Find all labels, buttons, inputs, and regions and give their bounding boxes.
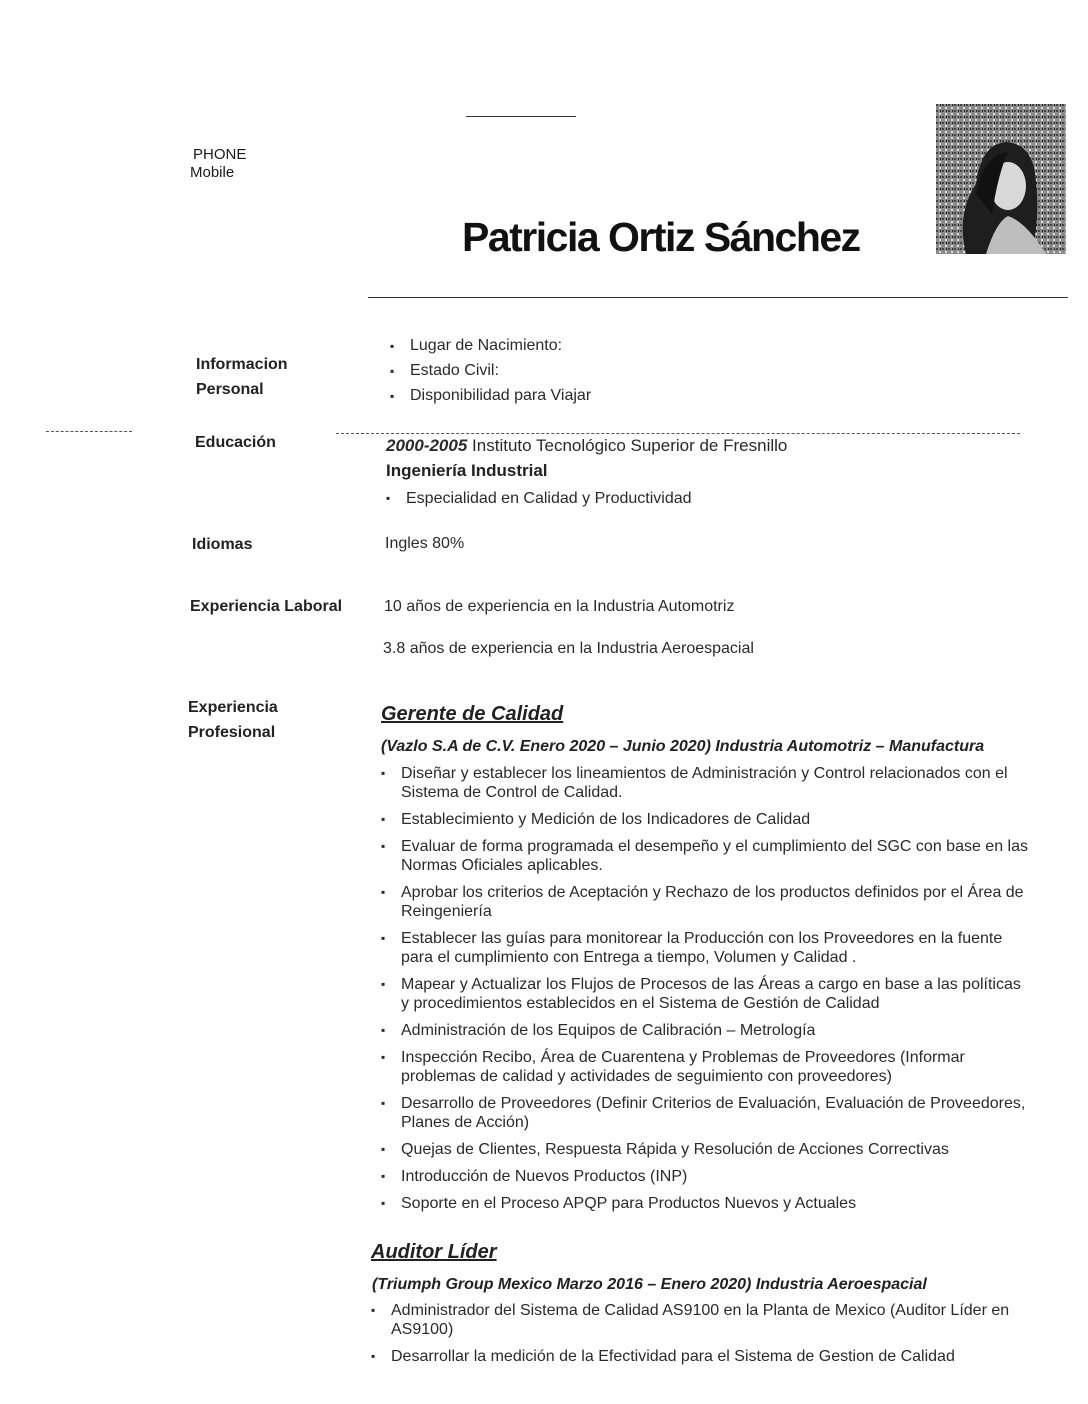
list-item: ▪ Establecer las guías para monitorear la Producción con los Proveedores en la fuente para el cumplimiento con Entrega a tiempo, Volumen y Calidad . bbox=[377, 929, 1032, 967]
list-item: ▪ Diseñar y establecer los lineamientos de Administración y Control relacionados con el Sistema de Control de Calidad. bbox=[377, 764, 1032, 802]
education-years: 2000-2005 bbox=[386, 436, 468, 455]
job-responsibilities bbox=[377, 764, 1032, 1221]
list-item: ▪ Lugar de Nacimiento: bbox=[386, 337, 886, 355]
list-item: ▪ Desarrollar la medición de la Efectividad para el Sistema de Gestion de Calidad bbox=[367, 1347, 1027, 1366]
work-summary-line1: 10 años de experiencia en la Industria Automotriz bbox=[384, 598, 735, 615]
education-label: Educación bbox=[195, 434, 276, 451]
work-summary-line2: 3.8 años de experiencia en la Industria Aeroespacial bbox=[383, 640, 754, 657]
phone-type: Mobile bbox=[190, 164, 235, 181]
professional-label bbox=[188, 695, 278, 745]
list-item: ▪ Aprobar los criterios de Aceptación y Rechazo de los productos definidos por el Área de Reingeniería bbox=[377, 883, 1032, 921]
professional-label-line2: Profesional bbox=[188, 724, 276, 741]
job-title: Gerente de Calidad bbox=[381, 703, 564, 725]
job-responsibilities bbox=[367, 1301, 1027, 1374]
education-left-rule bbox=[46, 431, 132, 432]
header-rule bbox=[368, 297, 1068, 298]
list-item: ▪ Administrador del Sistema de Calidad AS9100 en la Planta de Mexico (Auditor Líder en AS9100) bbox=[367, 1301, 1027, 1339]
list-item: ▪ Desarrollo de Proveedores (Definir Criterios de Evaluación, Evaluación de Proveedores, Planes de Acción) bbox=[377, 1094, 1032, 1132]
profile-photo-image bbox=[936, 104, 1066, 254]
list-item: ▪ Disponibilidad para Viajar bbox=[386, 387, 886, 405]
list-item: ▪ Mapear y Actualizar los Flujos de Procesos de las Áreas a cargo en base a las políticas y procedimientos establecidos en el Sistema de Gestión de Calidad bbox=[377, 975, 1032, 1013]
contact-block bbox=[190, 146, 246, 182]
candidate-name: Patricia Ortiz Sánchez bbox=[462, 214, 860, 260]
education-specialty-list bbox=[382, 489, 982, 508]
profile-photo bbox=[936, 104, 1066, 254]
education-degree: Ingeniería Industrial bbox=[386, 461, 548, 480]
personal-label-line2: Personal bbox=[196, 381, 264, 398]
list-item: ▪ Inspección Recibo, Área de Cuarentena y Problemas de Proveedores (Informar problemas de calidad y actividades de seguimiento con proveedores) bbox=[377, 1048, 1032, 1086]
languages-label: Idiomas bbox=[192, 536, 253, 553]
education-top-rule bbox=[336, 433, 1020, 434]
list-item: ▪ Evaluar de forma programada el desempeño y el cumplimiento del SGC con base en las Normas Oficiales aplicables. bbox=[377, 837, 1032, 875]
education-institution: Instituto Tecnológico Superior de Fresnillo bbox=[472, 436, 788, 455]
list-item: ▪ Estado Civil: bbox=[386, 362, 886, 380]
job-title: Auditor Líder bbox=[371, 1241, 497, 1263]
list-item: ▪ Introducción de Nuevos Productos (INP) bbox=[377, 1167, 1032, 1186]
personal-label-line1: Informacion bbox=[196, 356, 288, 373]
education-entry bbox=[386, 436, 787, 456]
list-item: ▪ Establecimiento y Medición de los Indicadores de Calidad bbox=[377, 810, 1032, 829]
top-short-rule bbox=[466, 116, 576, 117]
personal-list bbox=[386, 337, 886, 412]
job-company: (Vazlo S.A de C.V. Enero 2020 – Junio 2020) Industria Automotriz – Manufactura bbox=[381, 738, 985, 755]
job-company: (Triumph Group Mexico Marzo 2016 – Enero 2020) Industria Aeroespacial bbox=[372, 1276, 927, 1293]
list-item: ▪ Soporte en el Proceso APQP para Productos Nuevos y Actuales bbox=[377, 1194, 1032, 1213]
list-item: ▪ Administración de los Equipos de Calibración – Metrología bbox=[377, 1021, 1032, 1040]
work-summary-label: Experiencia Laboral bbox=[190, 598, 343, 615]
professional-label-line1: Experiencia bbox=[188, 699, 278, 716]
personal-label bbox=[196, 352, 288, 402]
list-item: ▪ Especialidad en Calidad y Productividad bbox=[382, 489, 982, 508]
languages-value: Ingles 80% bbox=[385, 535, 465, 552]
phone-label: PHONE bbox=[193, 146, 247, 163]
list-item: ▪ Quejas de Clientes, Respuesta Rápida y Resolución de Acciones Correctivas bbox=[377, 1140, 1032, 1159]
